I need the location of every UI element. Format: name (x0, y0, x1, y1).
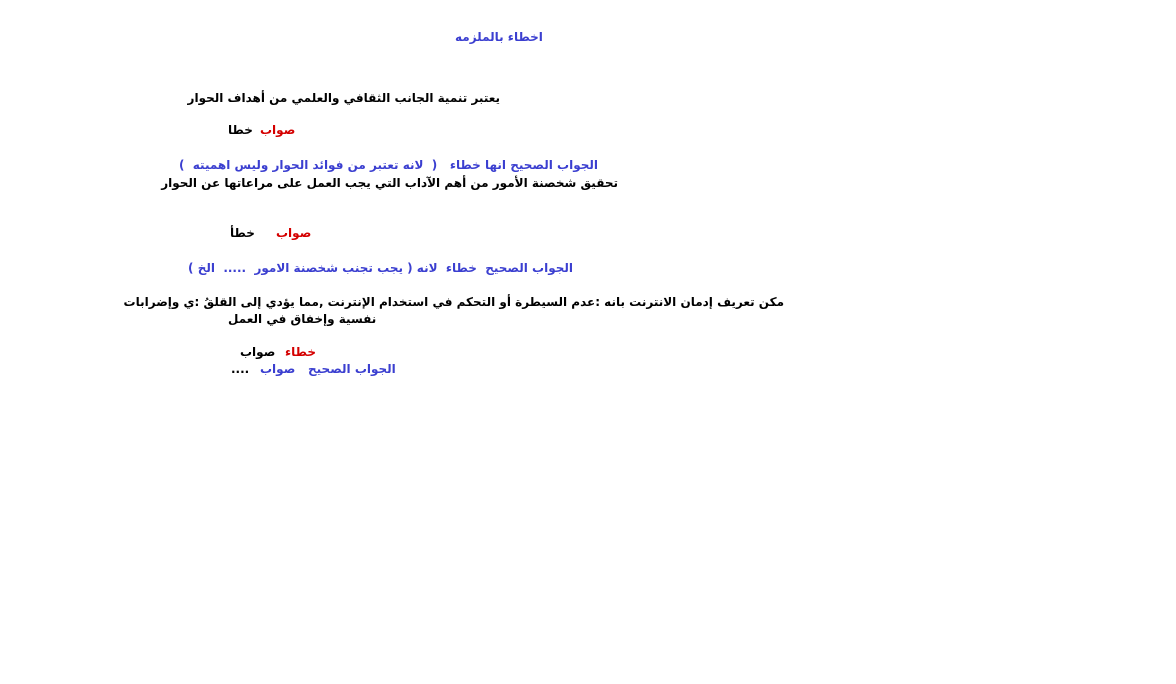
answer-value: صواب (260, 362, 296, 376)
option-true-label: صواب (240, 345, 276, 359)
question-2-answer: الجواب الصحيح خطاء لانه ( يجب تجنب شخصنة الامور ..... الخ ) (188, 261, 573, 275)
answer-label: الجواب الصحيح (308, 362, 396, 376)
option-false-label: خطا (228, 123, 253, 137)
question-3-text-line-1: مكن تعريف إدمان الانترنت بانه :عدم السيطرة أو التحكم في استخدام الإنترنت ,مما يؤدي إلى القلقُ :ي وإضرابات (123, 295, 784, 309)
question-3-options (240, 345, 320, 362)
question-3-answer (231, 362, 396, 379)
question-1-options (228, 123, 298, 140)
question-2-options (230, 226, 315, 243)
question-1-answer: الجواب الصحيح انها خطاء ( لانه تعتبر من فوائد الحوار وليس اهميته ) (178, 158, 598, 172)
page-title: اخطاء بالملزمه (455, 30, 543, 44)
question-1-text: يعتبر تنمية الجانب الثقافي والعلمي من أهداف الحوار (187, 91, 500, 105)
option-true-label: صواب (260, 123, 296, 137)
option-false-label: خطأ (230, 226, 255, 240)
question-2-text: تحقيق شخصنة الأمور من أهم الآداب التي يجب العمل على مراعاتها عن الحوار (161, 176, 618, 190)
answer-suffix: .... (231, 362, 250, 376)
option-false-label: خطاء (285, 345, 316, 359)
question-3-text-line-2: نفسية وإخفاق في العمل (228, 312, 377, 326)
option-true-label: صواب (276, 226, 312, 240)
